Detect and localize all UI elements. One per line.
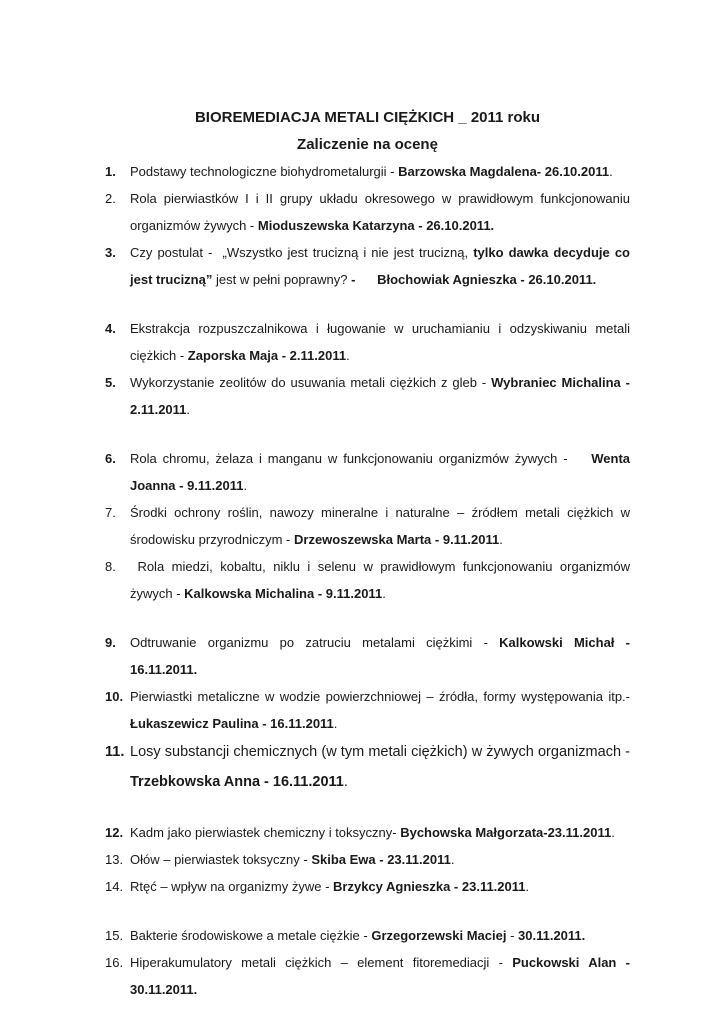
list-item [105, 499, 630, 553]
item-text-segment: Ekstrakcja rozpuszczalnikowa i ługowanie w uruchamianiu i odzyskiwaniu metali ciężkich - [130, 321, 630, 363]
item-text [130, 873, 630, 900]
item-text-segment: . [525, 879, 530, 894]
item-text [130, 369, 630, 423]
item-text-bold-segment: Drzewoszewska Marta - 9.11.2011 [294, 532, 500, 547]
item-text-bold-segment: Mioduszewska Katarzyna - 26.10.2011. [257, 218, 495, 233]
item-text-segment: Czy postulat - „Wszystko jest trucizną i nie jest trucizną, [130, 245, 474, 260]
item-text-segment: . [343, 774, 348, 790]
item-text-segment: Odtruwanie organizmu po zatruciu metalami ciężkimi - [130, 635, 500, 650]
item-number: 3. [105, 245, 116, 260]
item-number: 8. [105, 559, 116, 574]
item-text [130, 158, 630, 185]
item-number: 7. [105, 505, 116, 520]
item-text-segment: - [506, 928, 519, 943]
list-item [105, 553, 630, 607]
item-text-segment: Hiperakumulatory metali ciężkich – element fitoremediacji - [130, 955, 513, 970]
item-number: 1. [105, 164, 116, 179]
item-number: 9. [105, 635, 116, 650]
item-number: 14. [105, 879, 124, 894]
item-text-segment: Podstawy technologiczne biohydrometalurgii - [130, 164, 399, 179]
item-text-bold-segment: Kalkowska Michalina - 9.11.2011 [184, 586, 383, 601]
item-text-segment: Ołów – pierwiastek toksyczny - [130, 852, 312, 867]
item-text-bold-segment: Łukaszewicz Paulina - 16.11.2011 [130, 716, 334, 731]
item-text-segment: . [450, 852, 455, 867]
item-text [130, 922, 630, 949]
list-item [105, 949, 630, 1003]
item-text [130, 683, 630, 737]
item-text [130, 819, 630, 846]
list-item [105, 369, 630, 423]
item-text-segment: . [333, 716, 338, 731]
item-text-bold-segment: Skiba Ewa - 23.11.2011 [311, 852, 451, 867]
item-text [130, 445, 630, 499]
item-text-segment: Rola pierwiastków I i II grupy układu okresowego w prawidłowym funkcjonowaniu organizmów żywych - [130, 191, 630, 233]
document-subtitle: Zaliczenie na ocenę [297, 136, 438, 153]
item-text-segment: . [346, 348, 350, 363]
item-number: 15. [105, 928, 124, 943]
item-number: 4. [105, 321, 116, 336]
list-item [105, 873, 630, 900]
item-text [130, 737, 630, 797]
item-number: 5. [105, 375, 116, 390]
item-number: 10. [105, 689, 124, 704]
item-text-segment: Wykorzystanie zeolitów do usuwania metali ciężkich z gleb - [130, 375, 492, 390]
list-item [105, 445, 630, 499]
item-text [130, 553, 630, 607]
item-text [130, 846, 630, 873]
item-text-segment: . [609, 164, 613, 179]
item-text-bold-segment: Puckowski Alan - 30.11.2011. [130, 955, 630, 997]
item-number: 11. [105, 744, 125, 760]
item-text [130, 499, 630, 553]
item-text-bold-segment: Barzowska Magdalena- 26.10.2011 [398, 164, 610, 179]
item-number: 13. [105, 852, 124, 867]
item-number: 16. [105, 955, 124, 970]
item-text [130, 185, 630, 239]
list-item [105, 819, 630, 846]
list-item [105, 683, 630, 737]
item-text-segment: Pierwiastki metaliczne w wodzie powierzchniowej – źródła, formy występowania itp.- [130, 689, 630, 704]
list-item [105, 185, 630, 239]
item-text-segment: Rtęć – wpływ na organizmy żywe - [130, 879, 334, 894]
item-text-segment: jest w pełni poprawny? [212, 272, 352, 287]
item-text [130, 949, 630, 1003]
item-number: 6. [105, 451, 116, 466]
item-text-segment: Środki ochrony roślin, nawozy mineralne i naturalne – źródłem metali ciężkich w środowisku przyrodniczym - [130, 505, 630, 547]
item-text-bold-segment: Wenta Joanna - 9.11.2011 [130, 451, 630, 493]
topic-list [105, 158, 630, 1003]
item-text [130, 239, 630, 293]
list-item [105, 158, 630, 185]
list-item [105, 239, 630, 293]
item-text-bold-segment: Trzebkowska Anna - 16.11.2011 [130, 774, 344, 790]
document-title: BIOREMEDIACJA METALI CIĘŻKICH _ 2011 roku [194, 109, 541, 126]
item-text-bold-segment: Grzegorzewski Maciej [371, 928, 507, 943]
list-item [105, 846, 630, 873]
item-text-segment: . [611, 825, 615, 840]
item-text-segment: . [186, 402, 191, 417]
item-text-segment: Bakterie środowiskowe a metale ciężkie - [130, 928, 372, 943]
list-item [105, 629, 630, 683]
item-text-bold-segment: Zaporska Maja - 2.11.2011 [187, 348, 347, 363]
item-text-bold-segment: Wybraniec Michalina - 2.11.2011 [130, 375, 631, 417]
item-text-segment: Rola miedzi, kobaltu, niklu i selenu w prawidłowym funkcjonowaniu organizmów żywych - [130, 559, 630, 601]
item-number: 2. [105, 191, 116, 206]
item-text-segment: Rola chromu, żelaza i manganu w funkcjonowaniu organizmów żywych - [130, 451, 592, 466]
item-text-segment: . [499, 532, 503, 547]
item-text-bold-segment: tylko dawka decyduje co jest trucizną” [130, 245, 630, 287]
list-item [105, 737, 630, 797]
item-number: 12. [105, 825, 124, 840]
item-text-segment: . [382, 586, 386, 601]
item-text-bold-segment: Brzykcy Agnieszka - 23.11.2011 [333, 879, 526, 894]
item-text-segment: Kadm jako pierwiastek chemiczny i toksyczny- [130, 825, 401, 840]
item-text-segment: . [243, 478, 248, 493]
item-text-bold-segment: Bychowska Małgorzata-23.11.2011 [400, 825, 612, 840]
item-text-bold-segment: 30.11.2011. [518, 928, 586, 943]
item-text [130, 315, 630, 369]
list-item [105, 922, 630, 949]
item-text [130, 629, 630, 683]
list-item [105, 315, 630, 369]
item-text-bold-segment: Kalkowski Michał - 16.11.2011. [130, 635, 630, 677]
item-text-segment: Losy substancji chemicznych (w tym metali ciężkich) w żywych organizmach - [130, 744, 630, 760]
item-text-bold-segment: - Błochowiak Agnieszka - 26.10.2011. [351, 272, 597, 287]
